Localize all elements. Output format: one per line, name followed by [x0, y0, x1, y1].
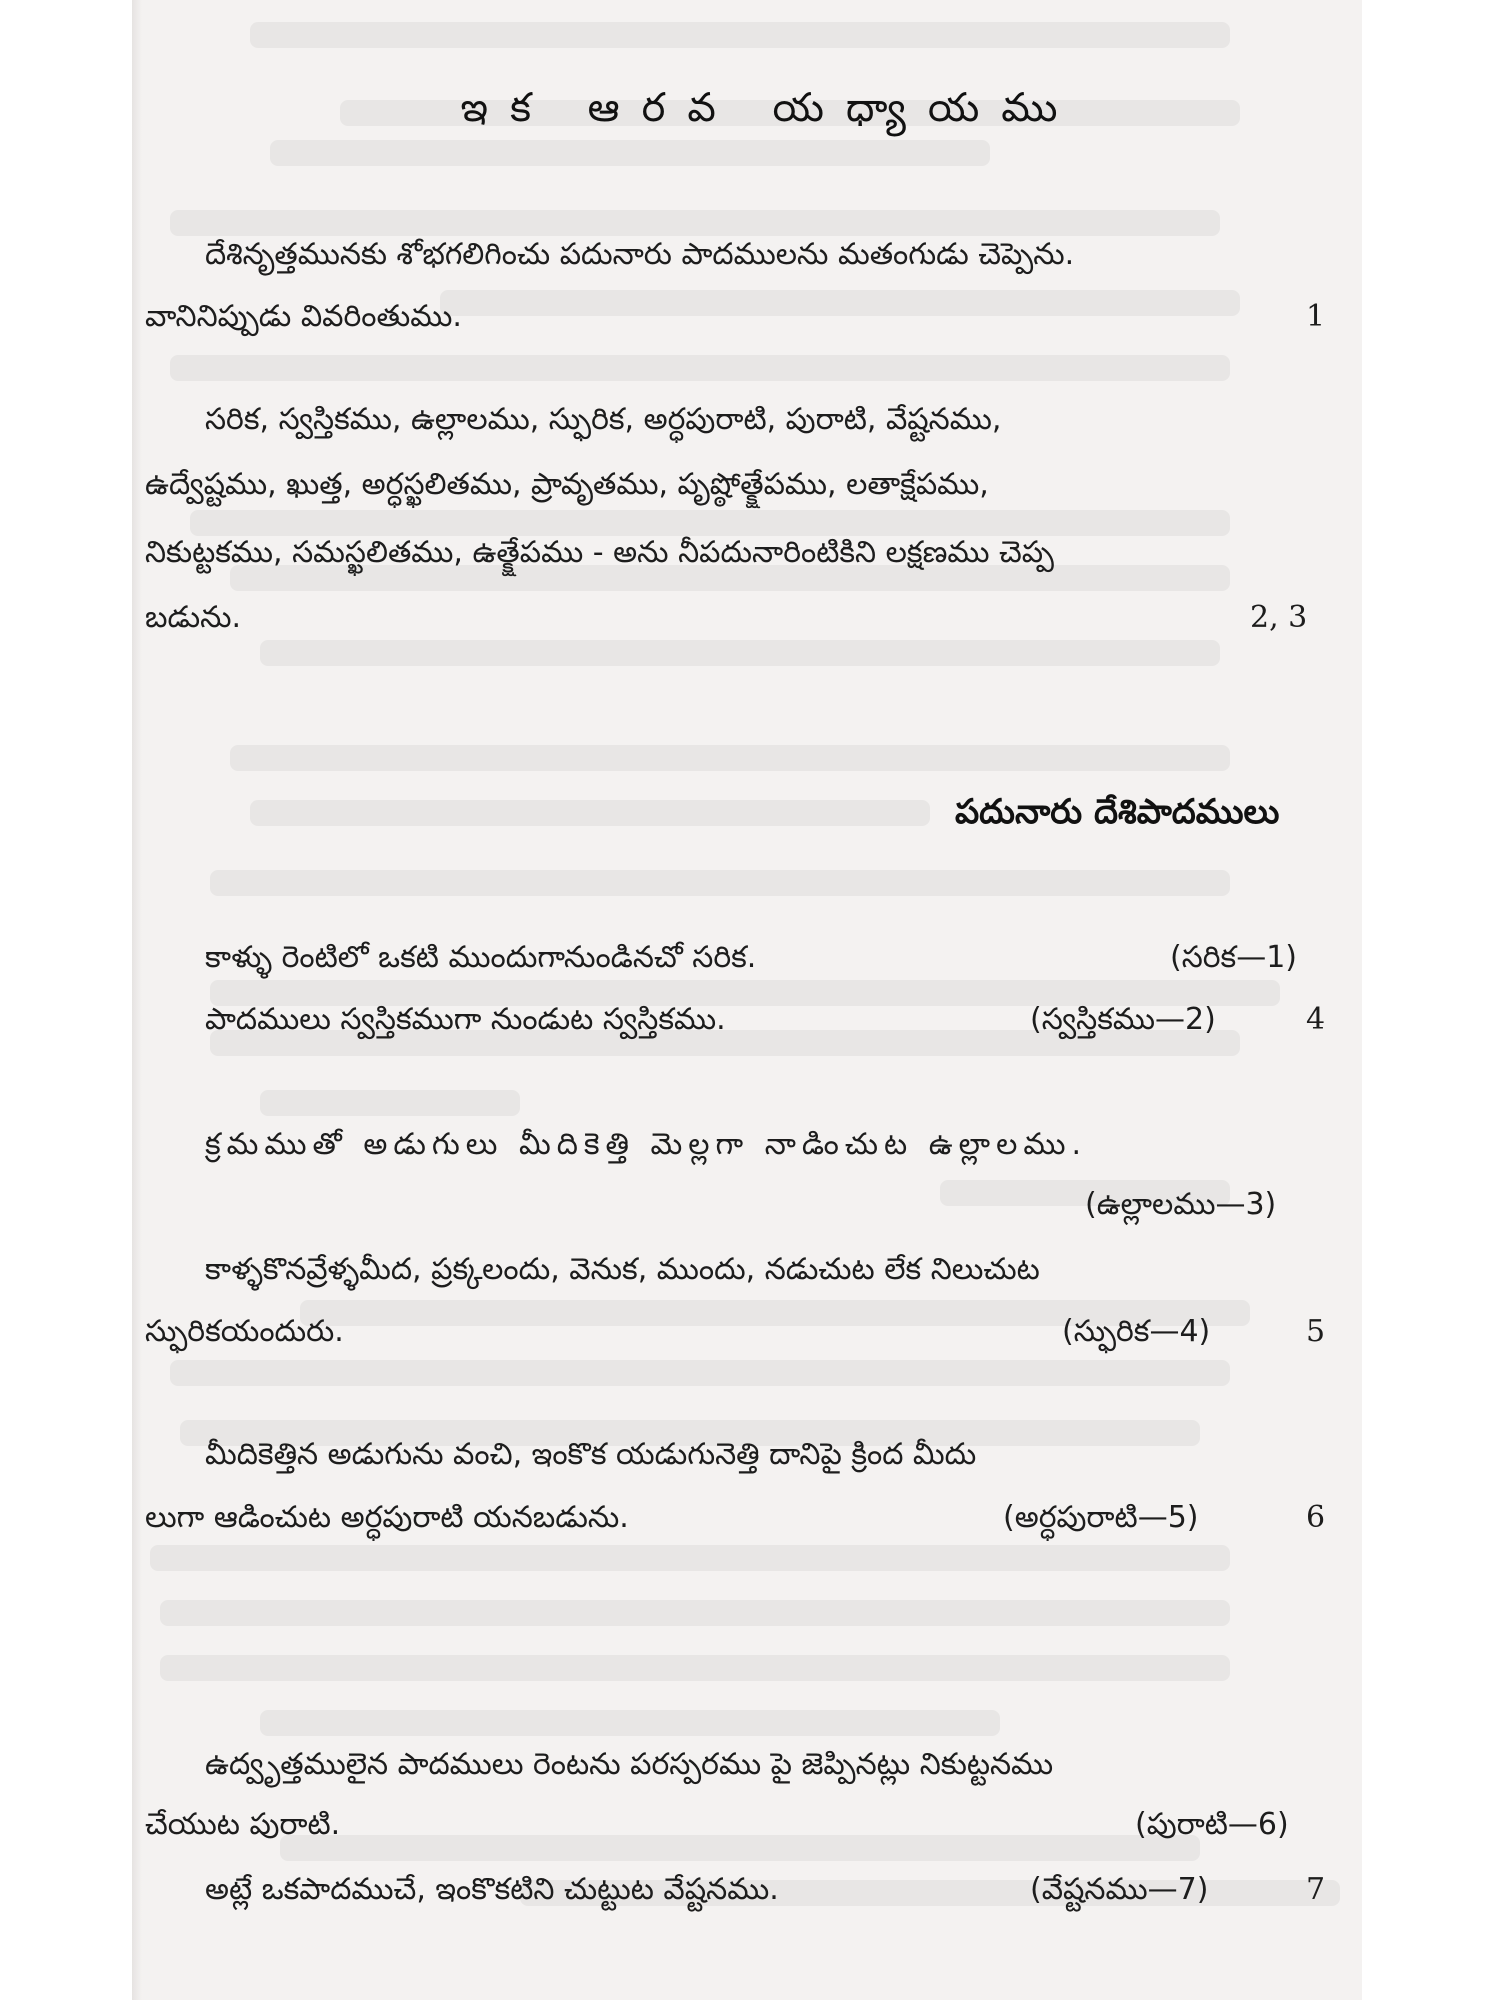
entry-veshtanamu-ref: (వేష్టనము—7) — [1030, 1872, 1209, 1907]
entry-purati-line-1: ఉద్వృత్తములైన పాదములు రెంటను పరస్పరము పై జెప్పినట్లు నికుట్టనము — [205, 1747, 1054, 1782]
verse-number: 5 — [1306, 1314, 1326, 1349]
chapter-title: ఇక ఆరవ యధ్యాయము — [460, 85, 1080, 131]
entry-ardhapurati-ref: (అర్ధపురాటి—5) — [1003, 1500, 1199, 1535]
intro-line-1: దేశినృత్తమునకు శోభగలిగించు పదునారు పాదములను మతంగుడు చెప్పెను. — [205, 237, 1075, 272]
list-line-2: ఉద్వేష్టము, ఖుత్త, అర్ధస్ఖలితము, ప్రావృతము, పృష్ఠోత్క్షేపము, లతాక్షేపము, — [145, 467, 989, 502]
entry-sphurika-line-1: కాళ్ళకొనవ్రేళ్ళమీద, ప్రక్కలందు, వెనుక, ముందు, నడుచుట లేక నిలుచుట — [205, 1252, 1040, 1287]
verse-number: 4 — [1306, 1002, 1326, 1037]
entry-purati-line-2: చేయుట పురాటి. — [145, 1807, 341, 1842]
page-edge-shadow — [132, 0, 142, 2000]
entry-ullalamu-ref: (ఉల్లాలము—3) — [1085, 1187, 1277, 1222]
verse-number: 6 — [1306, 1500, 1326, 1535]
entry-swastikamu-text: పాదములు స్వస్తికముగా నుండుట స్వస్తికము. — [205, 1002, 726, 1037]
verse-number: 2, 3 — [1250, 600, 1308, 635]
entry-ullalamu-text: క్రమముతో అడుగులు మీదికెత్తి మెల్లగా నాడించుట ఉల్లాలము. — [205, 1127, 1088, 1162]
entry-swastikamu-ref: (స్వస్తికము—2) — [1030, 1002, 1216, 1037]
entry-sarika-text: కాళ్ళు రెంటిలో ఒకటి ముందుగానుండినచో సరిక. — [205, 940, 757, 975]
entry-veshtanamu-text: అట్లే ఒకపాదముచే, ఇంకొకటిని చుట్టుట వేష్టనము. — [205, 1872, 779, 1907]
list-line-4: బడును. — [145, 600, 242, 635]
section-heading: పదునారు దేశిపాదములు — [955, 792, 1280, 832]
verse-number: 1 — [1306, 299, 1326, 334]
entry-purati-ref: (పురాటి—6) — [1135, 1807, 1289, 1842]
intro-line-2: వానినిప్పుడు వివరింతుము. — [145, 299, 462, 334]
entry-ardhapurati-line-2: లుగా ఆడించుట అర్ధపురాటి యనబడును. — [145, 1500, 629, 1535]
entry-sphurika-line-2: స్ఫురికయందురు. — [145, 1314, 344, 1349]
entry-sphurika-ref: (స్ఫురిక—4) — [1062, 1314, 1211, 1349]
verse-number: 7 — [1306, 1872, 1326, 1907]
entry-ardhapurati-line-1: మీదికెత్తిన అడుగును వంచి, ఇంకొక యడుగునెత్తి దానిపై క్రింద మీదు — [205, 1437, 977, 1472]
list-line-3: నికుట్టకము, సమస్ఖలితము, ఉత్క్షేపము - అను నీపదునారింటికిని లక్షణము చెప్ప — [145, 535, 1054, 570]
entry-sarika-ref: (సరిక—1) — [1170, 940, 1298, 975]
list-line-1: సరిక, స్వస్తికము, ఉల్లాలము, స్ఫురిక, అర్ధపురాటి, పురాటి, వేష్టనము, — [205, 402, 1002, 437]
